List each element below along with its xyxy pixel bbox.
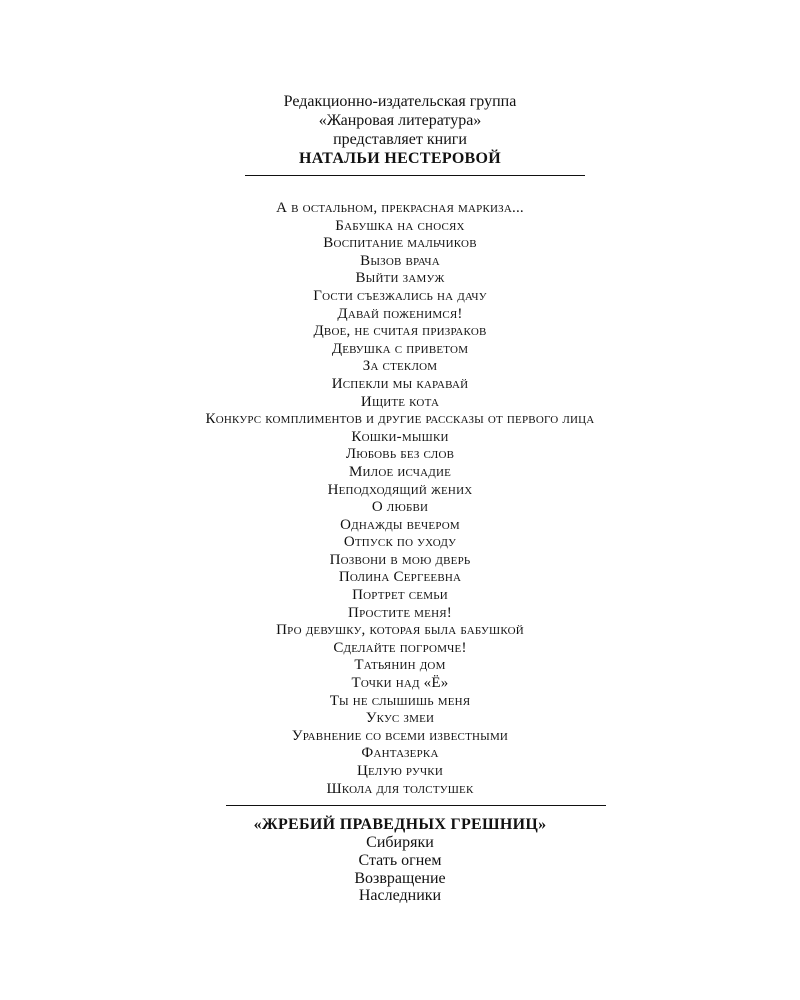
- series-book-title: Возвращение: [354, 869, 446, 887]
- book-title: Укус змеи: [365, 710, 435, 727]
- book-title: Татьянин дом: [354, 657, 446, 674]
- book-title: Испекли мы каравай: [331, 375, 469, 392]
- publisher-line-3: представляет книги: [333, 131, 467, 148]
- book-title: За стеклом: [362, 358, 438, 375]
- series-title: «ЖРЕБИЙ ПРАВЕДНЫХ ГРЕШНИЦ»: [253, 816, 547, 833]
- book-title: Целую ручки: [357, 763, 443, 779]
- book-title: Ты не слышишь меня: [329, 692, 471, 709]
- series-book-title: Наследники: [358, 887, 442, 905]
- series-list: [0, 834, 800, 905]
- divider-top: [245, 175, 585, 176]
- author-name: НАТАЛЬИ НЕСТЕРОВОЙ: [298, 150, 502, 167]
- publisher-line-2: «Жанровая литература»: [318, 112, 482, 129]
- book-title: Полина Сергеевна: [338, 569, 462, 586]
- book-title: Давай поженимся!: [337, 305, 463, 322]
- book-title: Девушка с приветом: [331, 340, 469, 357]
- series-book-title: Стать огнем: [358, 851, 442, 869]
- book-title: О любви: [371, 499, 429, 516]
- series-book-title: Сибиряки: [366, 834, 434, 851]
- divider-bottom: [226, 805, 606, 806]
- book-title: Фантазерка: [361, 745, 439, 762]
- book-list: [0, 200, 800, 798]
- publisher-line-1: Редакционно-издательская группа: [283, 93, 517, 110]
- book-title: Бабушка на сносях: [335, 217, 465, 234]
- book-title: Портрет семьи: [352, 587, 448, 604]
- book-title: Конкурс комплиментов и другие рассказы от первого лица: [205, 411, 595, 428]
- book-title: Неподходящий жених: [327, 481, 473, 498]
- book-title: Воспитание мальчиков: [323, 235, 477, 252]
- book-title: Любовь без слов: [345, 446, 455, 463]
- book-title: Школа для толстушек: [326, 780, 474, 797]
- book-title: Милое исчадие: [348, 463, 452, 480]
- book-title: Позвони в мою дверь: [329, 551, 471, 568]
- book-title: А в остальном, прекрасная маркиза...: [276, 200, 524, 216]
- book-title: Сделайте погромче!: [333, 639, 467, 656]
- book-title: Уравнение со всеми известными: [291, 727, 509, 744]
- book-title: Выйти замуж: [355, 270, 445, 287]
- series-block: [0, 815, 800, 905]
- book-title: Ищите кота: [360, 393, 440, 410]
- book-title: Двое, не считая призраков: [313, 323, 487, 340]
- book-title: Про девушку, которая была бабушкой: [276, 622, 524, 639]
- book-title: Вызов врача: [360, 252, 440, 269]
- book-title: Кошки-мышки: [351, 428, 449, 445]
- book-title: Отпуск по уходу: [343, 534, 457, 551]
- book-title: Гости съезжались на дачу: [313, 287, 487, 304]
- header: [0, 92, 800, 168]
- book-title: Точки над «Ё»: [351, 675, 449, 692]
- book-title: Однажды вечером: [340, 516, 460, 533]
- book-title: Простите меня!: [348, 604, 452, 621]
